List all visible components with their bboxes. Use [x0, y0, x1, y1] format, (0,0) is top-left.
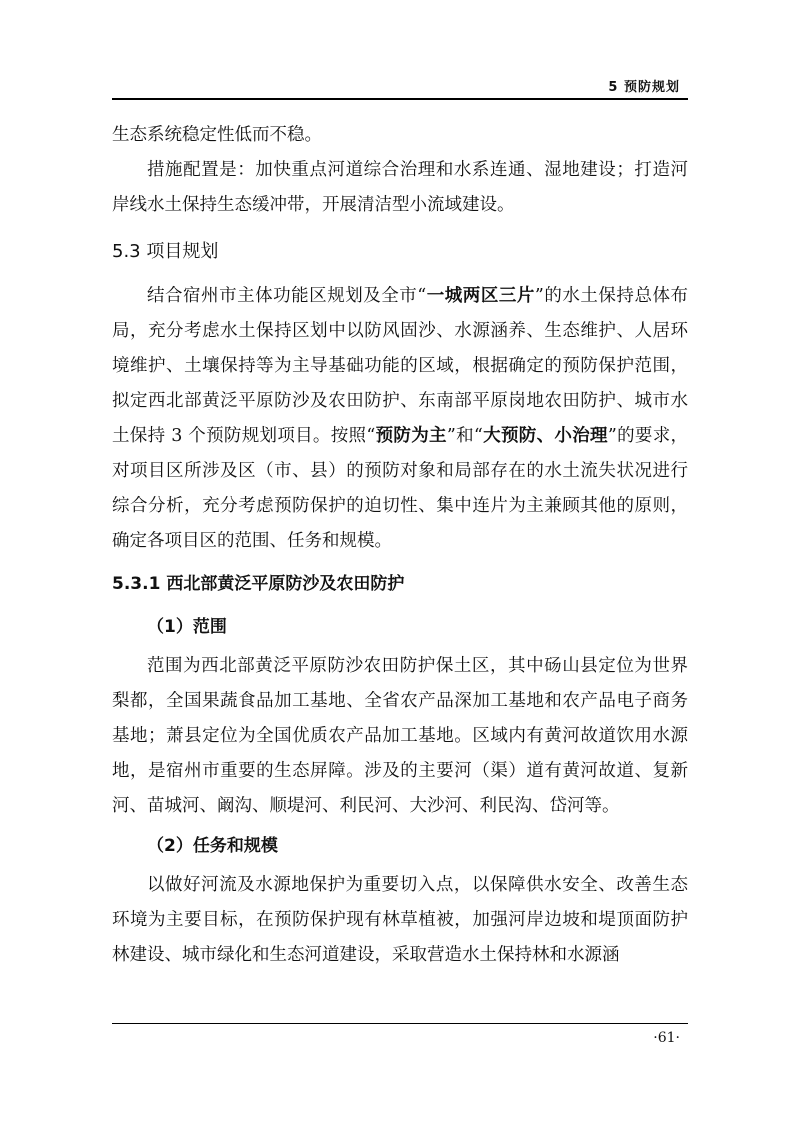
emphasis-prevention: 预防为主 [375, 426, 447, 446]
paragraph-tasks: 以做好河流及水源地保护为重要切入点，以保障供水安全、改善生态环境为主要目标，在预防保护现有林草植被，加强河岸边坡和堤顶面防护林建设、城市绿化和生态河道建设，采取营造水土保持林和水源涵 [112, 875, 688, 965]
emphasis-big-prevention: 大预防、小治理 [482, 426, 608, 446]
page-footer [112, 1023, 688, 1046]
emphasis-layout: 一城两区三片 [426, 286, 535, 306]
text-run: 结合宿州市主体功能区规划及全市“ [147, 286, 427, 306]
chapter-title: 5 预防规划 [608, 80, 680, 95]
paragraph-project-planning [112, 279, 688, 559]
text-run: ”的要求，对项目区所涉及区（市、县）的预防对象和局部存在的水土流失状况进行综合分析，充分考虑预防保护的迫切性、集中连片为主兼顾其他的原则，确定各项目区的范围、任务和规模。 [112, 426, 689, 551]
text-run: ”和“ [446, 426, 483, 446]
page-number: ·61· [653, 1030, 680, 1046]
subheading-scope: （1）范围 [147, 617, 227, 637]
subheading-tasks: （2）任务和规模 [147, 836, 278, 856]
paragraph-scope: 范围为西北部黄泛平原防沙农田防护保土区，其中砀山县定位为世界梨都，全国果蔬食品加工基地、全省农产品深加工基地和农产品电子商务基地；萧县定位为全国优质农产品加工基地。区域内有黄河故道饮用水源地，是宿州市重要的生态屏障。涉及的主要河（渠）道有黄河故道、复新河、苗城河、阚沟、顺堤河、利民河、大沙河、利民沟、岱河等。 [112, 656, 688, 816]
section-heading-5-3: 5.3 项目规划 [112, 241, 219, 262]
paragraph-ecosystem: 生态系统稳定性低而不稳。 [112, 125, 322, 145]
page-header [112, 72, 688, 100]
text-run: ”的水土保持总体布局，充分考虑水土保持区划中以防风固沙、水源涵养、生态维护、人居环境维护、土壤保持等为主导基础功能的区域，根据确定的预防保护范围，拟定西北部黄泛平原防沙及农田防护、东南部平原岗地农田防护、城市水土保持 3 个预防规划项目。按照“ [112, 286, 688, 446]
paragraph-measures: 措施配置是：加快重点河道综合治理和水系连通、湿地建设；打造河岸线水土保持生态缓冲带，开展清洁型小流域建设。 [112, 160, 688, 215]
section-heading-5-3-1: 5.3.1 西北部黄泛平原防沙及农田防护 [112, 574, 405, 594]
page-content [112, 118, 688, 973]
